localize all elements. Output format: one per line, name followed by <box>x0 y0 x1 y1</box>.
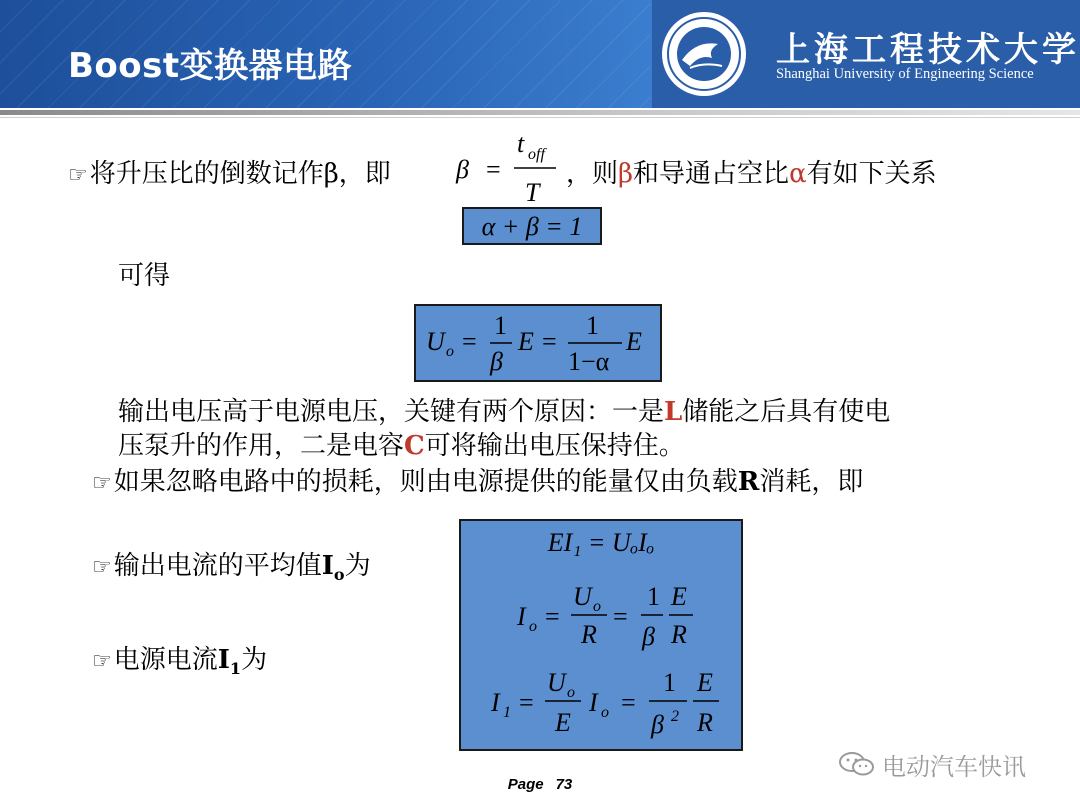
para-L: L <box>664 397 683 427</box>
page-label: Page <box>507 776 544 793</box>
bullet2-text-b: 消耗，即 <box>759 467 864 497</box>
uo-one-a: 1 <box>494 311 507 340</box>
line1-text-c: 和导通占空比 <box>633 159 790 189</box>
bullet4-tail: 为 <box>241 645 268 675</box>
bullet3-text: 输出电流的平均值 <box>113 551 322 581</box>
bullet2-R: R <box>737 467 760 497</box>
watermark <box>838 748 1026 780</box>
i1-I2-sub: o <box>601 704 609 721</box>
formula-T: T <box>525 178 540 207</box>
uo-E-a: E <box>518 327 534 356</box>
svg-text:=: = <box>545 602 560 631</box>
hand-pointer-icon: ☞ <box>92 471 112 496</box>
uo-beta: β <box>490 347 503 376</box>
bullet4-text: 电源电流 <box>113 645 218 675</box>
current-formula-box <box>459 519 743 751</box>
io-R2: R <box>671 620 687 649</box>
para-C: C <box>404 431 425 461</box>
i1-U-sub: o <box>567 684 575 701</box>
beta-symbol: β <box>618 159 634 189</box>
io-sub: o <box>529 618 537 635</box>
line1-text-d: 有如下关系 <box>806 159 937 189</box>
bullet3-tail: 为 <box>344 551 371 581</box>
alpha-symbol: α <box>789 159 807 189</box>
line1-tail <box>566 158 937 190</box>
relation-formula-box <box>462 207 602 245</box>
relation-formula: α + β = 1 <box>481 212 583 241</box>
i1-sq: 2 <box>671 708 679 725</box>
i1-one: 1 <box>663 668 676 697</box>
slide-title: Boost变换器电路 <box>68 46 353 86</box>
formula-off: off <box>528 146 545 163</box>
bullet-line-2 <box>92 466 863 500</box>
svg-text:=: = <box>542 327 557 356</box>
i1-sub: 1 <box>503 704 511 721</box>
line1-text-b: ，则 <box>566 159 619 189</box>
io-E: E <box>671 582 687 611</box>
para-text-d: 可将输出电压保持住。 <box>424 431 685 461</box>
bullet2-text-a: 如果忽略电路中的损耗，则由电源提供的能量仅由负载 <box>113 467 738 497</box>
svg-text:=: = <box>613 602 628 631</box>
io-R: R <box>581 620 597 649</box>
bullet3-I: I <box>321 551 334 581</box>
bullet-line-1 <box>68 158 391 192</box>
io-U: U <box>573 582 592 611</box>
beta-definition-formula <box>452 128 562 208</box>
uo-formula-box <box>414 304 662 382</box>
bullet4-sub: 1 <box>229 659 242 679</box>
header-divider-thin <box>0 117 1080 118</box>
university-name-cn: 上海工程技术大学 <box>776 30 1080 70</box>
para-text-b: 储能之后具有使电 <box>682 397 891 427</box>
io-I: I <box>517 602 526 631</box>
para-text-a: 输出电压高于电源电压，关键有两个原因：一是 <box>118 397 665 427</box>
svg-text:=: = <box>621 688 636 717</box>
formula-t: t <box>517 129 525 158</box>
uo-den: 1−α <box>568 347 610 376</box>
line1-text-a: 将升压比的倒数记作β，即 <box>89 159 391 189</box>
i1-E: E <box>555 708 571 737</box>
io-beta: β <box>642 622 655 651</box>
i1-E2: E <box>697 668 713 697</box>
para-text-c: 压泵升的作用，二是电容 <box>118 431 405 461</box>
bullet-line-3 <box>92 550 371 591</box>
uo-sub: o <box>446 343 454 360</box>
watermark-text: 电动汽车快讯 <box>882 752 1026 781</box>
i1-I2: I <box>589 688 598 717</box>
uo-U: U <box>426 327 445 356</box>
page-number: 73 <box>555 776 573 793</box>
paragraph-line-1 <box>118 396 890 428</box>
i1-U: U <box>547 668 566 697</box>
uo-E-b: E <box>626 327 642 356</box>
svg-text:=: = <box>519 688 534 717</box>
bullet-line-4 <box>92 644 267 685</box>
formula-beta: β <box>456 155 469 184</box>
hand-pointer-icon: ☞ <box>68 163 88 188</box>
formula-equals: = <box>486 155 501 184</box>
paragraph-line-2 <box>118 430 685 462</box>
hand-pointer-icon: ☞ <box>92 649 112 674</box>
io-one: 1 <box>647 582 660 611</box>
uo-one-b: 1 <box>586 311 599 340</box>
wechat-icon <box>838 750 876 778</box>
bullet3-sub: o <box>333 565 345 585</box>
i1-R: R <box>697 708 713 737</box>
i1-beta: β <box>651 710 664 739</box>
university-name-en: Shanghai University of Engineering Science <box>776 66 1034 82</box>
svg-text:=: = <box>462 327 477 356</box>
i1-I: I <box>491 688 500 717</box>
kede-text: 可得 <box>118 261 171 291</box>
io-U-sub: o <box>593 598 601 615</box>
bullet4-I: I <box>217 645 230 675</box>
university-emblem-icon <box>660 10 748 98</box>
energy-formula: EI₁ = UₒIₒ <box>547 528 655 557</box>
hand-pointer-icon: ☞ <box>92 555 112 580</box>
header-divider <box>0 110 1080 115</box>
